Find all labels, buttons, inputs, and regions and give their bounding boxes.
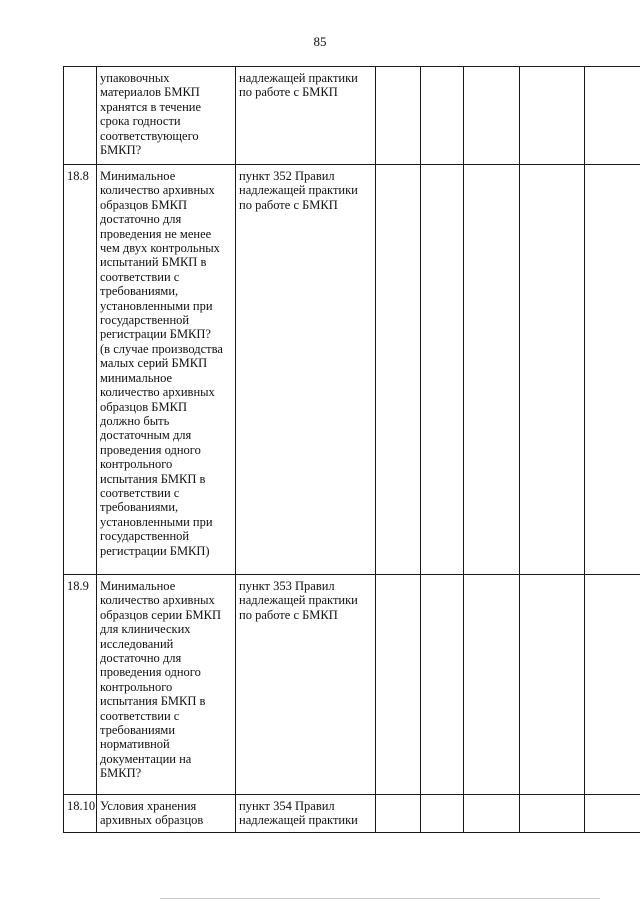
question-line: для клинических xyxy=(100,622,191,637)
question-line: (в случае производства xyxy=(100,341,223,356)
answer-cell xyxy=(376,165,421,575)
question-cell xyxy=(97,165,236,575)
question-line: нормативной xyxy=(100,737,170,752)
question-line: установленными при xyxy=(100,298,213,313)
answer-cell xyxy=(464,575,520,795)
reference-line: надлежащей практики xyxy=(239,593,358,608)
question-line: количество архивных xyxy=(100,593,215,608)
item-number: 18.9 xyxy=(64,575,97,795)
answer-cell xyxy=(585,795,640,833)
item-number xyxy=(64,67,97,165)
reference-line: надлежащей практики xyxy=(239,813,358,828)
answer-cell xyxy=(585,165,640,575)
question-line: минимальное xyxy=(100,370,173,385)
question-line: контрольного xyxy=(100,457,173,472)
answer-cell xyxy=(585,67,640,165)
table-row xyxy=(64,575,640,795)
question-line: достаточно для xyxy=(100,212,182,227)
question-line: регистрации БМКП) xyxy=(100,543,210,558)
question-line: требованиями, xyxy=(100,284,179,299)
question-line: хранятся в течение xyxy=(100,99,202,114)
table-row xyxy=(64,67,640,165)
answer-cell xyxy=(376,795,421,833)
question-line: требованиями, xyxy=(100,500,179,515)
answer-cell xyxy=(421,165,464,575)
question-line: материалов БМКП xyxy=(100,85,200,100)
reference-line: пункт 354 Правил xyxy=(239,799,335,813)
reference-line: по работе с БМКП xyxy=(239,85,338,100)
reference-line: по работе с БМКП xyxy=(239,197,338,212)
bottom-rule xyxy=(160,898,600,899)
reference-line: по работе с БМКП xyxy=(239,607,338,622)
question-line: количество архивных xyxy=(100,183,215,198)
answer-cell xyxy=(520,575,585,795)
question-line: достаточно для xyxy=(100,651,182,666)
question-line: государственной xyxy=(100,529,190,544)
reference-line: пункт 352 Правил xyxy=(239,169,335,183)
question-line: соответствии с xyxy=(100,708,180,723)
question-line: образцов БМКП xyxy=(100,197,187,212)
item-number: 18.8 xyxy=(64,165,97,575)
table-row xyxy=(64,795,640,833)
question-line: архивных образцов xyxy=(100,813,204,828)
question-line: БМКП? xyxy=(100,143,142,158)
reference-cell xyxy=(236,165,376,575)
reference-cell xyxy=(236,795,376,833)
question-cell xyxy=(97,795,236,833)
question-line: контрольного xyxy=(100,679,173,694)
answer-cell xyxy=(376,575,421,795)
table-row xyxy=(64,165,640,575)
question-line: достаточным для xyxy=(100,428,192,443)
answer-cell xyxy=(421,67,464,165)
page-number: 85 xyxy=(313,34,327,49)
answer-cell xyxy=(464,795,520,833)
reference-line: надлежащей практики xyxy=(239,71,358,85)
question-line: регистрации БМКП? xyxy=(100,327,211,342)
item-number: 18.10 xyxy=(64,795,97,833)
question-line: проведения одного xyxy=(100,665,201,680)
table-body xyxy=(64,67,640,833)
question-line: БМКП? xyxy=(100,766,142,781)
question-line: количество архивных xyxy=(100,385,215,400)
question-line: соответствии с xyxy=(100,485,180,500)
question-line: установленными при xyxy=(100,514,213,529)
question-line: Минимальное xyxy=(100,579,176,593)
reference-line: надлежащей практики xyxy=(239,183,358,198)
question-line: испытания БМКП в xyxy=(100,694,206,709)
question-line: государственной xyxy=(100,313,190,328)
question-line: проведения не менее xyxy=(100,226,212,241)
question-line: упаковочных xyxy=(100,71,170,85)
answer-cell xyxy=(520,165,585,575)
question-line: исследований xyxy=(100,636,174,651)
question-line: срока годности xyxy=(100,114,181,129)
question-line: соответствующего xyxy=(100,128,199,143)
reference-cell xyxy=(236,575,376,795)
question-line: образцов серии БМКП xyxy=(100,607,221,622)
question-line: должно быть xyxy=(100,413,170,428)
question-line: чем двух контрольных xyxy=(100,241,220,256)
answer-cell xyxy=(421,795,464,833)
reference-line: пункт 353 Правил xyxy=(239,579,335,593)
question-line: соответствии с xyxy=(100,269,180,284)
question-line: Минимальное xyxy=(100,169,176,183)
question-line: малых серий БМКП xyxy=(100,356,208,371)
question-cell xyxy=(97,575,236,795)
checklist-table xyxy=(63,66,640,833)
question-line: образцов БМКП xyxy=(100,399,187,414)
question-line: испытания БМКП в xyxy=(100,471,206,486)
question-line: документации на xyxy=(100,751,192,766)
question-cell xyxy=(97,67,236,165)
answer-cell xyxy=(464,165,520,575)
answer-cell xyxy=(421,575,464,795)
question-line: требованиями xyxy=(100,723,176,738)
question-line: проведения одного xyxy=(100,442,201,457)
answer-cell xyxy=(376,67,421,165)
reference-cell xyxy=(236,67,376,165)
question-line: Условия хранения xyxy=(100,799,197,813)
question-line: испытаний БМКП в xyxy=(100,255,207,270)
answer-cell xyxy=(520,795,585,833)
answer-cell xyxy=(585,575,640,795)
answer-cell xyxy=(520,67,585,165)
answer-cell xyxy=(464,67,520,165)
